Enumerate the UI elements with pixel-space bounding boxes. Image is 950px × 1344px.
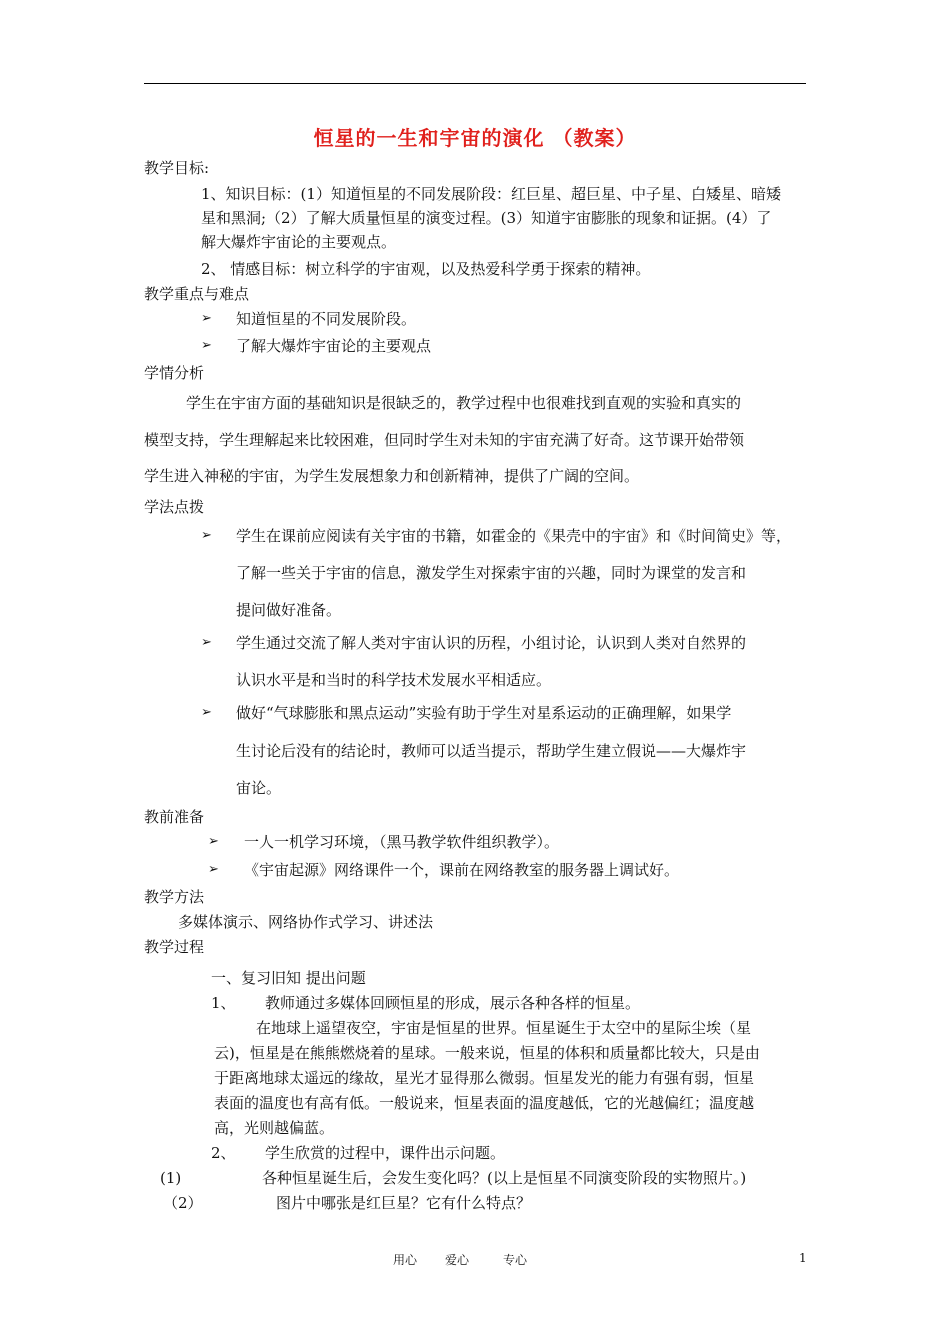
preparation-item: 一人一机学习环境，（黑马教学软件组织教学）。 <box>244 833 560 851</box>
arrow-bullet-icon: ➢ <box>201 338 212 353</box>
preparation-heading: 教前准备 <box>144 808 205 826</box>
objective-line-2: 星和黑洞;（2）了解大质量恒星的演变过程。(3）知道宇宙膨胀的现象和证据。(4）了 <box>201 209 772 227</box>
teaching-method-text: 多媒体演示、网络协作式学习、讲述法 <box>178 913 434 931</box>
star-paragraph-line: 云)，恒星是在熊熊燃烧着的星球。一般来说，恒星的体积和质量都比较大，只是由 <box>214 1044 760 1062</box>
process-section-1: 一、复习旧知 提出问题 <box>211 969 366 987</box>
question-2-number: （2） <box>163 1194 203 1212</box>
key-points-heading: 教学重点与难点 <box>144 285 250 303</box>
arrow-bullet-icon: ➢ <box>201 705 212 720</box>
guide-item-line: 认识水平是和当时的科学技术发展水平相适应。 <box>236 671 552 689</box>
step-1-number: 1、 <box>211 994 236 1012</box>
step-2-text: 学生欣赏的过程中，课件出示问题。 <box>265 1144 506 1162</box>
guide-item-line: 宙论。 <box>236 779 282 797</box>
page-number: 1 <box>799 1251 807 1265</box>
guide-item-line: 学生在课前应阅读有关宇宙的书籍，如霍金的《果壳中的宇宙》和《时间简史》等， <box>236 527 792 545</box>
guide-item-line: 学生通过交流了解人类对宇宙认识的历程，小组讨论，认识到人类对自然界的 <box>236 634 747 652</box>
analysis-line: 学生进入神秘的宇宙，为学生发展想象力和创新精神，提供了广阔的空间。 <box>144 467 640 485</box>
arrow-bullet-icon: ➢ <box>201 635 212 650</box>
analysis-heading: 学情分析 <box>144 364 205 382</box>
star-paragraph-line: 于距离地球太遥远的缘故，星光才显得那么微弱。恒星发光的能力有强有弱，恒星 <box>214 1069 755 1087</box>
footer-motto-3: 专心 <box>503 1253 528 1267</box>
document-title: 恒星的一生和宇宙的演化 （教案） <box>313 126 637 150</box>
methods-guide-heading: 学法点拨 <box>144 498 205 516</box>
arrow-bullet-icon: ➢ <box>201 528 212 543</box>
question-1-number: (1) <box>160 1169 182 1187</box>
objective-line-3: 解大爆炸宇宙论的主要观点。 <box>201 233 397 251</box>
preparation-item: 《宇宙起源》网络课件一个，课前在网络教室的服务器上调试好。 <box>244 861 680 879</box>
footer-motto-1: 用心 <box>393 1253 418 1267</box>
step-2-number: 2、 <box>211 1144 236 1162</box>
objective-emotion: 2、 情感目标：树立科学的宇宙观，以及热爱科学勇于探索的精神。 <box>201 260 651 278</box>
question-1-text: 各种恒星诞生后，会发生变化吗？(以上是恒星不同演变阶段的实物照片。) <box>262 1169 747 1187</box>
objectives-heading: 教学目标: <box>144 159 210 177</box>
step-1-text: 教师通过多媒体回顾恒星的形成，展示各种各样的恒星。 <box>265 994 641 1012</box>
star-paragraph-line: 高，光则越偏蓝。 <box>214 1119 335 1137</box>
arrow-bullet-icon: ➢ <box>208 862 219 877</box>
arrow-bullet-icon: ➢ <box>208 834 219 849</box>
guide-item-line: 了解一些关于宇宙的信息，激发学生对探索宇宙的兴趣，同时为课堂的发言和 <box>236 564 747 582</box>
teaching-method-heading: 教学方法 <box>144 888 205 906</box>
arrow-bullet-icon: ➢ <box>201 311 212 326</box>
question-2-text: 图片中哪张是红巨星？它有什么特点？ <box>276 1194 532 1212</box>
objective-line-1: 1、知识目标：(1）知道恒星的不同发展阶段：红巨星、超巨星、中子星、白矮星、暗矮 <box>201 185 781 203</box>
footer-motto-2: 爱心 <box>445 1253 470 1267</box>
star-paragraph-line: 表面的温度也有高有低。一般说来，恒星表面的温度越低，它的光越偏红；温度越 <box>214 1094 755 1112</box>
process-heading: 教学过程 <box>144 938 205 956</box>
key-point-item: 知道恒星的不同发展阶段。 <box>236 310 417 328</box>
guide-item-line: 生讨论后没有的结论时，教师可以适当提示，帮助学生建立假说——大爆炸宇 <box>236 742 747 760</box>
header-rule <box>144 83 806 84</box>
star-paragraph-line: 在地球上遥望夜空，宇宙是恒星的世界。恒星诞生于太空中的星际尘埃（星 <box>256 1019 752 1037</box>
analysis-line: 模型支持，学生理解起来比较困难，但同时学生对未知的宇宙充满了好奇。这节课开始带领 <box>144 431 745 449</box>
guide-item-line: 提问做好准备。 <box>236 601 342 619</box>
analysis-line: 学生在宇宙方面的基础知识是很缺乏的，教学过程中也很难找到直观的实验和真实的 <box>186 394 742 412</box>
key-point-item: 了解大爆炸宇宙论的主要观点 <box>236 337 432 355</box>
guide-item-line: 做好“气球膨胀和黑点运动”实验有助于学生对星系运动的正确理解，如果学 <box>236 704 732 722</box>
